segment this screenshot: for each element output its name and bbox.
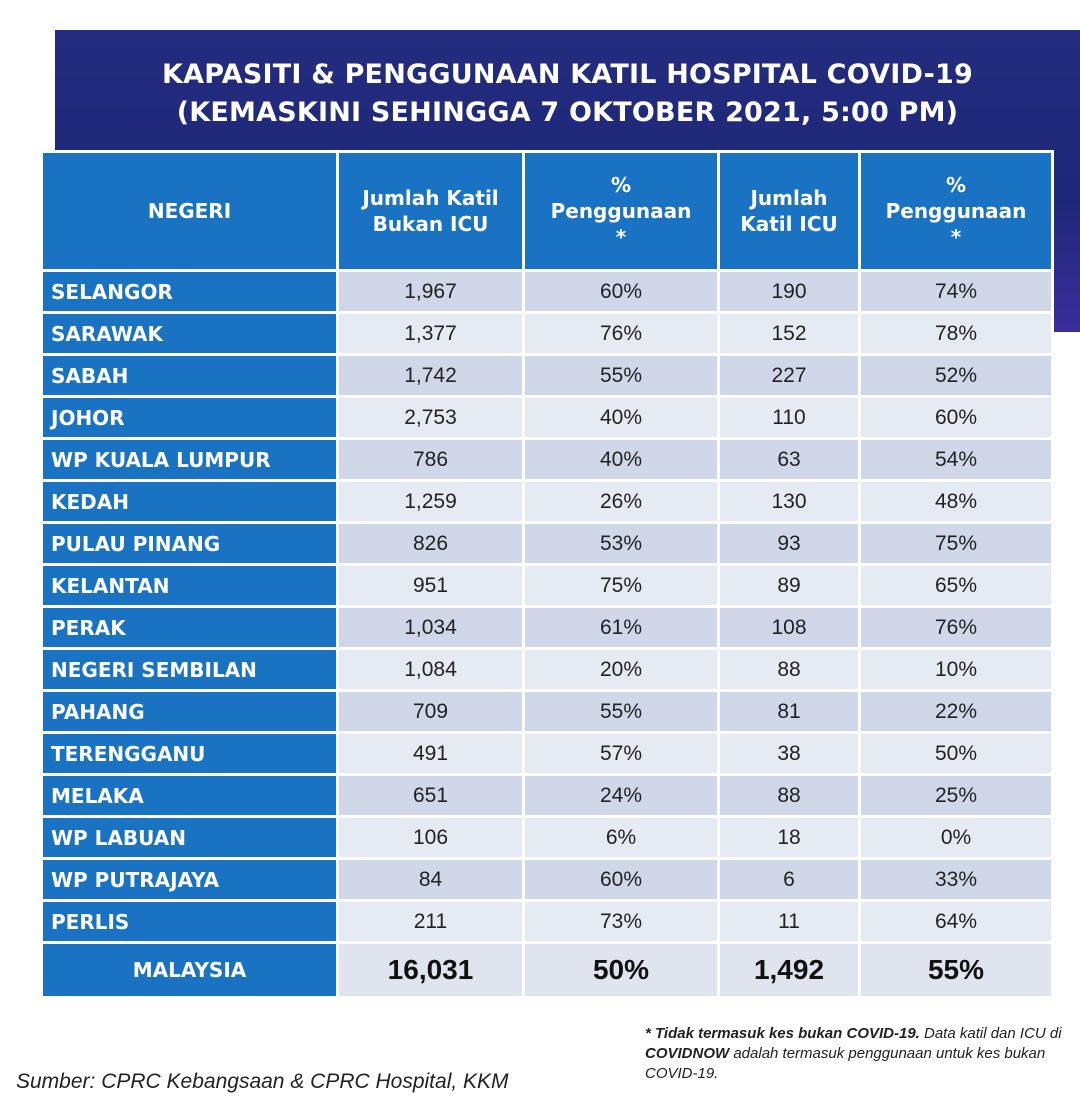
table-row bbox=[43, 692, 1051, 731]
total-cell-icu-beds: 1,492 bbox=[720, 944, 858, 996]
cell-non-icu-usage: 76% bbox=[525, 314, 717, 353]
cell-non-icu-usage: 6% bbox=[525, 818, 717, 857]
cell-non-icu-usage: 53% bbox=[525, 524, 717, 563]
total-cell-non-icu-usage: 50% bbox=[525, 944, 717, 996]
total-cell-non-icu-beds: 16,031 bbox=[339, 944, 522, 996]
table-row bbox=[43, 650, 1051, 689]
total-cell-state: MALAYSIA bbox=[43, 944, 336, 996]
cell-icu-beds: 88 bbox=[720, 776, 858, 815]
cell-non-icu-beds: 709 bbox=[339, 692, 522, 731]
cell-non-icu-usage: 55% bbox=[525, 692, 717, 731]
title-line-2: (KEMASKINI SEHINGGA 7 OKTOBER 2021, 5:00 PM) bbox=[176, 97, 959, 128]
cell-icu-usage: 22% bbox=[861, 692, 1051, 731]
cell-non-icu-usage: 24% bbox=[525, 776, 717, 815]
page-title bbox=[55, 56, 1080, 132]
cell-non-icu-beds: 1,377 bbox=[339, 314, 522, 353]
cell-non-icu-beds: 1,084 bbox=[339, 650, 522, 689]
cell-icu-beds: 89 bbox=[720, 566, 858, 605]
header-non-icu-usage: % Penggunaan * bbox=[525, 153, 717, 269]
cell-icu-beds: 6 bbox=[720, 860, 858, 899]
cell-non-icu-beds: 106 bbox=[339, 818, 522, 857]
cell-icu-beds: 190 bbox=[720, 272, 858, 311]
table-row bbox=[43, 566, 1051, 605]
cell-icu-usage: 64% bbox=[861, 902, 1051, 941]
cell-non-icu-usage: 60% bbox=[525, 272, 717, 311]
bed-capacity-table-container bbox=[40, 150, 1054, 1000]
cell-icu-usage: 75% bbox=[861, 524, 1051, 563]
cell-non-icu-beds: 491 bbox=[339, 734, 522, 773]
table-row bbox=[43, 524, 1051, 563]
table-row bbox=[43, 608, 1051, 647]
cell-icu-beds: 152 bbox=[720, 314, 858, 353]
table-row bbox=[43, 314, 1051, 353]
cell-state: NEGERI SEMBILAN bbox=[43, 650, 336, 689]
cell-icu-beds: 93 bbox=[720, 524, 858, 563]
table-row bbox=[43, 398, 1051, 437]
cell-icu-usage: 52% bbox=[861, 356, 1051, 395]
header-negeri: NEGERI bbox=[43, 153, 336, 269]
title-line-1: KAPASITI & PENGGUNAAN KATIL HOSPITAL COVID-19 bbox=[162, 59, 973, 90]
cell-icu-usage: 48% bbox=[861, 482, 1051, 521]
cell-non-icu-beds: 951 bbox=[339, 566, 522, 605]
cell-icu-usage: 54% bbox=[861, 440, 1051, 479]
cell-icu-beds: 11 bbox=[720, 902, 858, 941]
table-header-row bbox=[43, 153, 1051, 269]
cell-state: PULAU PINANG bbox=[43, 524, 336, 563]
cell-state: WP PUTRAJAYA bbox=[43, 860, 336, 899]
cell-state: WP KUALA LUMPUR bbox=[43, 440, 336, 479]
cell-non-icu-beds: 1,259 bbox=[339, 482, 522, 521]
cell-icu-beds: 88 bbox=[720, 650, 858, 689]
cell-non-icu-usage: 60% bbox=[525, 860, 717, 899]
cell-icu-usage: 74% bbox=[861, 272, 1051, 311]
cell-icu-usage: 65% bbox=[861, 566, 1051, 605]
total-cell-icu-usage: 55% bbox=[861, 944, 1051, 996]
table-row bbox=[43, 776, 1051, 815]
cell-state: PERAK bbox=[43, 608, 336, 647]
cell-icu-beds: 81 bbox=[720, 692, 858, 731]
cell-state: WP LABUAN bbox=[43, 818, 336, 857]
cell-icu-usage: 0% bbox=[861, 818, 1051, 857]
cell-icu-beds: 63 bbox=[720, 440, 858, 479]
table-row bbox=[43, 272, 1051, 311]
cell-non-icu-beds: 1,034 bbox=[339, 608, 522, 647]
cell-icu-usage: 25% bbox=[861, 776, 1051, 815]
cell-non-icu-beds: 211 bbox=[339, 902, 522, 941]
header-icu-beds: Jumlah Katil ICU bbox=[720, 153, 858, 269]
cell-non-icu-usage: 61% bbox=[525, 608, 717, 647]
cell-state: PAHANG bbox=[43, 692, 336, 731]
cell-state: MELAKA bbox=[43, 776, 336, 815]
cell-state: SELANGOR bbox=[43, 272, 336, 311]
cell-icu-usage: 50% bbox=[861, 734, 1051, 773]
cell-non-icu-usage: 73% bbox=[525, 902, 717, 941]
cell-non-icu-usage: 20% bbox=[525, 650, 717, 689]
cell-non-icu-usage: 55% bbox=[525, 356, 717, 395]
cell-non-icu-usage: 40% bbox=[525, 440, 717, 479]
table-row bbox=[43, 734, 1051, 773]
table-row bbox=[43, 902, 1051, 941]
cell-icu-beds: 110 bbox=[720, 398, 858, 437]
cell-icu-usage: 10% bbox=[861, 650, 1051, 689]
cell-non-icu-beds: 1,967 bbox=[339, 272, 522, 311]
cell-non-icu-beds: 651 bbox=[339, 776, 522, 815]
cell-non-icu-beds: 786 bbox=[339, 440, 522, 479]
table-row bbox=[43, 440, 1051, 479]
table-row bbox=[43, 860, 1051, 899]
cell-non-icu-usage: 75% bbox=[525, 566, 717, 605]
source-caption: Sumber: CPRC Kebangsaan & CPRC Hospital, KKM bbox=[16, 1070, 509, 1093]
cell-icu-beds: 108 bbox=[720, 608, 858, 647]
cell-icu-usage: 76% bbox=[861, 608, 1051, 647]
cell-non-icu-beds: 1,742 bbox=[339, 356, 522, 395]
cell-icu-beds: 38 bbox=[720, 734, 858, 773]
header-icu-usage: % Penggunaan * bbox=[861, 153, 1051, 269]
table-total-row bbox=[43, 944, 1051, 996]
header-non-icu-beds: Jumlah Katil Bukan ICU bbox=[339, 153, 522, 269]
cell-non-icu-usage: 40% bbox=[525, 398, 717, 437]
cell-non-icu-beds: 84 bbox=[339, 860, 522, 899]
cell-non-icu-usage: 57% bbox=[525, 734, 717, 773]
cell-state: TERENGGANU bbox=[43, 734, 336, 773]
cell-icu-beds: 130 bbox=[720, 482, 858, 521]
cell-non-icu-beds: 826 bbox=[339, 524, 522, 563]
bed-capacity-table bbox=[40, 150, 1054, 999]
cell-state: SARAWAK bbox=[43, 314, 336, 353]
cell-state: PERLIS bbox=[43, 902, 336, 941]
cell-icu-usage: 33% bbox=[861, 860, 1051, 899]
cell-icu-usage: 60% bbox=[861, 398, 1051, 437]
cell-icu-usage: 78% bbox=[861, 314, 1051, 353]
table-row bbox=[43, 818, 1051, 857]
footnote: * Tidak termasuk kes bukan COVID-19. Data katil dan ICU di COVIDNOW adalah termasuk penggunaan untuk kes bukan COVID-19. bbox=[645, 1025, 1062, 1082]
cell-icu-beds: 227 bbox=[720, 356, 858, 395]
cell-state: JOHOR bbox=[43, 398, 336, 437]
table-row bbox=[43, 482, 1051, 521]
cell-icu-beds: 18 bbox=[720, 818, 858, 857]
cell-state: KELANTAN bbox=[43, 566, 336, 605]
cell-state: KEDAH bbox=[43, 482, 336, 521]
table-row bbox=[43, 356, 1051, 395]
cell-state: SABAH bbox=[43, 356, 336, 395]
cell-non-icu-beds: 2,753 bbox=[339, 398, 522, 437]
cell-non-icu-usage: 26% bbox=[525, 482, 717, 521]
